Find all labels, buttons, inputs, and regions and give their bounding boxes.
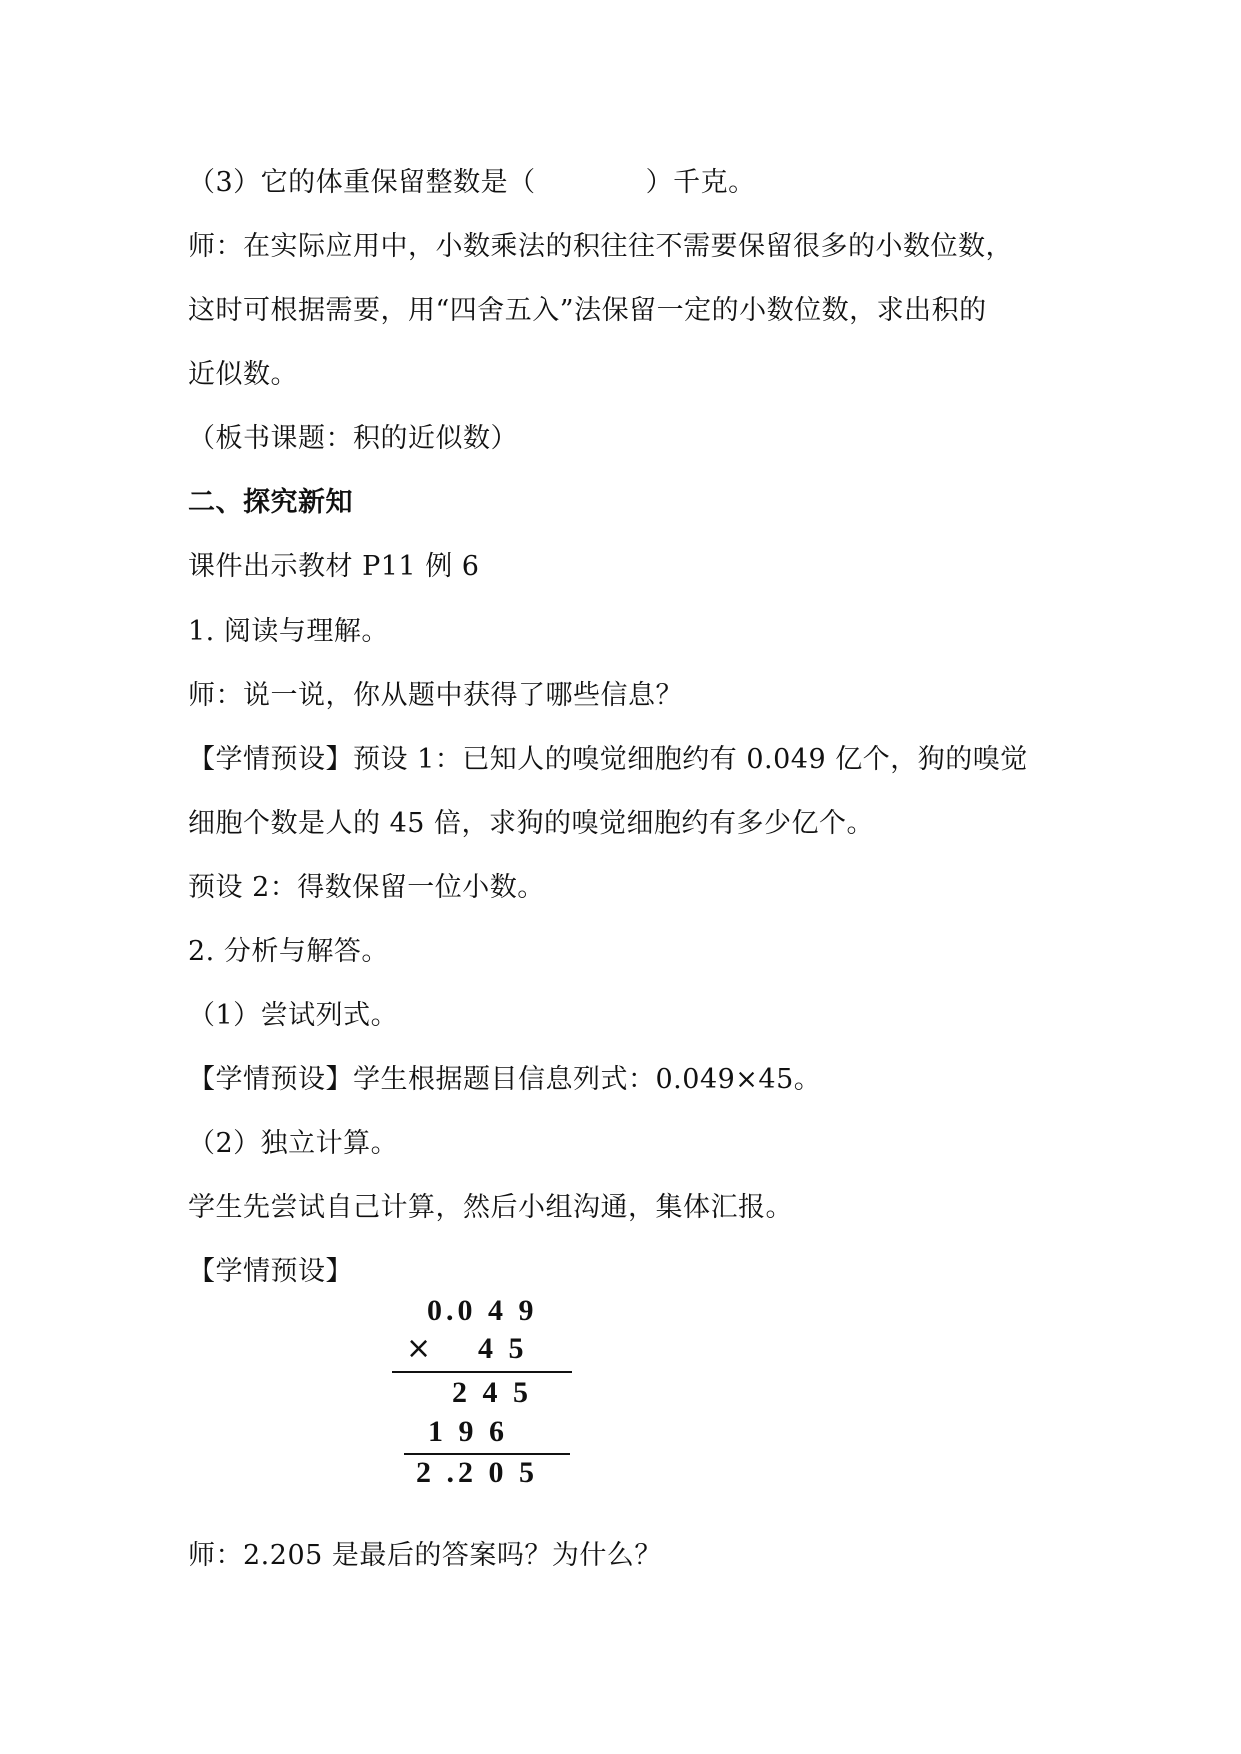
step-1-heading: 1. 阅读与理解。	[188, 616, 389, 647]
section-heading: 二、探究新知	[188, 487, 353, 518]
teacher-remark-line-1: 师：在实际应用中，小数乘法的积往往不需要保留很多的小数位数，	[188, 231, 1013, 262]
multiplicand: 0.0 4 9	[427, 1294, 538, 1327]
presetting-1-line-1: 【学情预设】预设 1：已知人的嗅觉细胞约有 0.049 亿个，狗的嗅觉	[188, 744, 1028, 775]
substep-2: （2）独立计算。	[188, 1128, 399, 1159]
substep-1: （1）尝试列式。	[188, 1000, 399, 1031]
product: 2 .2 0 5	[416, 1456, 538, 1489]
vertical-multiplication	[392, 1293, 592, 1493]
teacher-remark-line-3: 近似数。	[188, 359, 298, 390]
presetting-1-line-2: 细胞个数是人的 45 倍，求狗的嗅觉细胞约有多少亿个。	[188, 808, 875, 839]
board-title-note: （板书课题：积的近似数）	[188, 423, 518, 454]
teacher-remark-line-2: 这时可根据需要，用“四舍五入”法保留一定的小数位数，求出积的	[188, 295, 987, 326]
courseware-note: 课件出示教材 P11 例 6	[188, 551, 480, 582]
student-activity: 学生先尝试自己计算，然后小组沟通，集体汇报。	[188, 1192, 793, 1223]
presetting-label: 【学情预设】	[188, 1256, 353, 1287]
multiplication-rule	[392, 1371, 572, 1373]
teacher-final-question: 师：2.205 是最后的答案吗？为什么？	[188, 1540, 662, 1571]
step-2-heading: 2. 分析与解答。	[188, 936, 389, 967]
presetting-expression: 【学情预设】学生根据题目信息列式：0.049×45。	[188, 1064, 822, 1095]
times-sign: ×	[406, 1331, 436, 1366]
partial-product-1: 2 4 5	[452, 1376, 532, 1409]
partial-product-2: 1 9 6	[428, 1415, 508, 1448]
teacher-question: 师：说一说，你从题中获得了哪些信息？	[188, 680, 683, 711]
multiplier: 4 5	[478, 1332, 528, 1365]
presetting-2: 预设 2：得数保留一位小数。	[188, 872, 545, 903]
question-3: （3）它的体重保留整数是（ ）千克。	[188, 167, 756, 198]
